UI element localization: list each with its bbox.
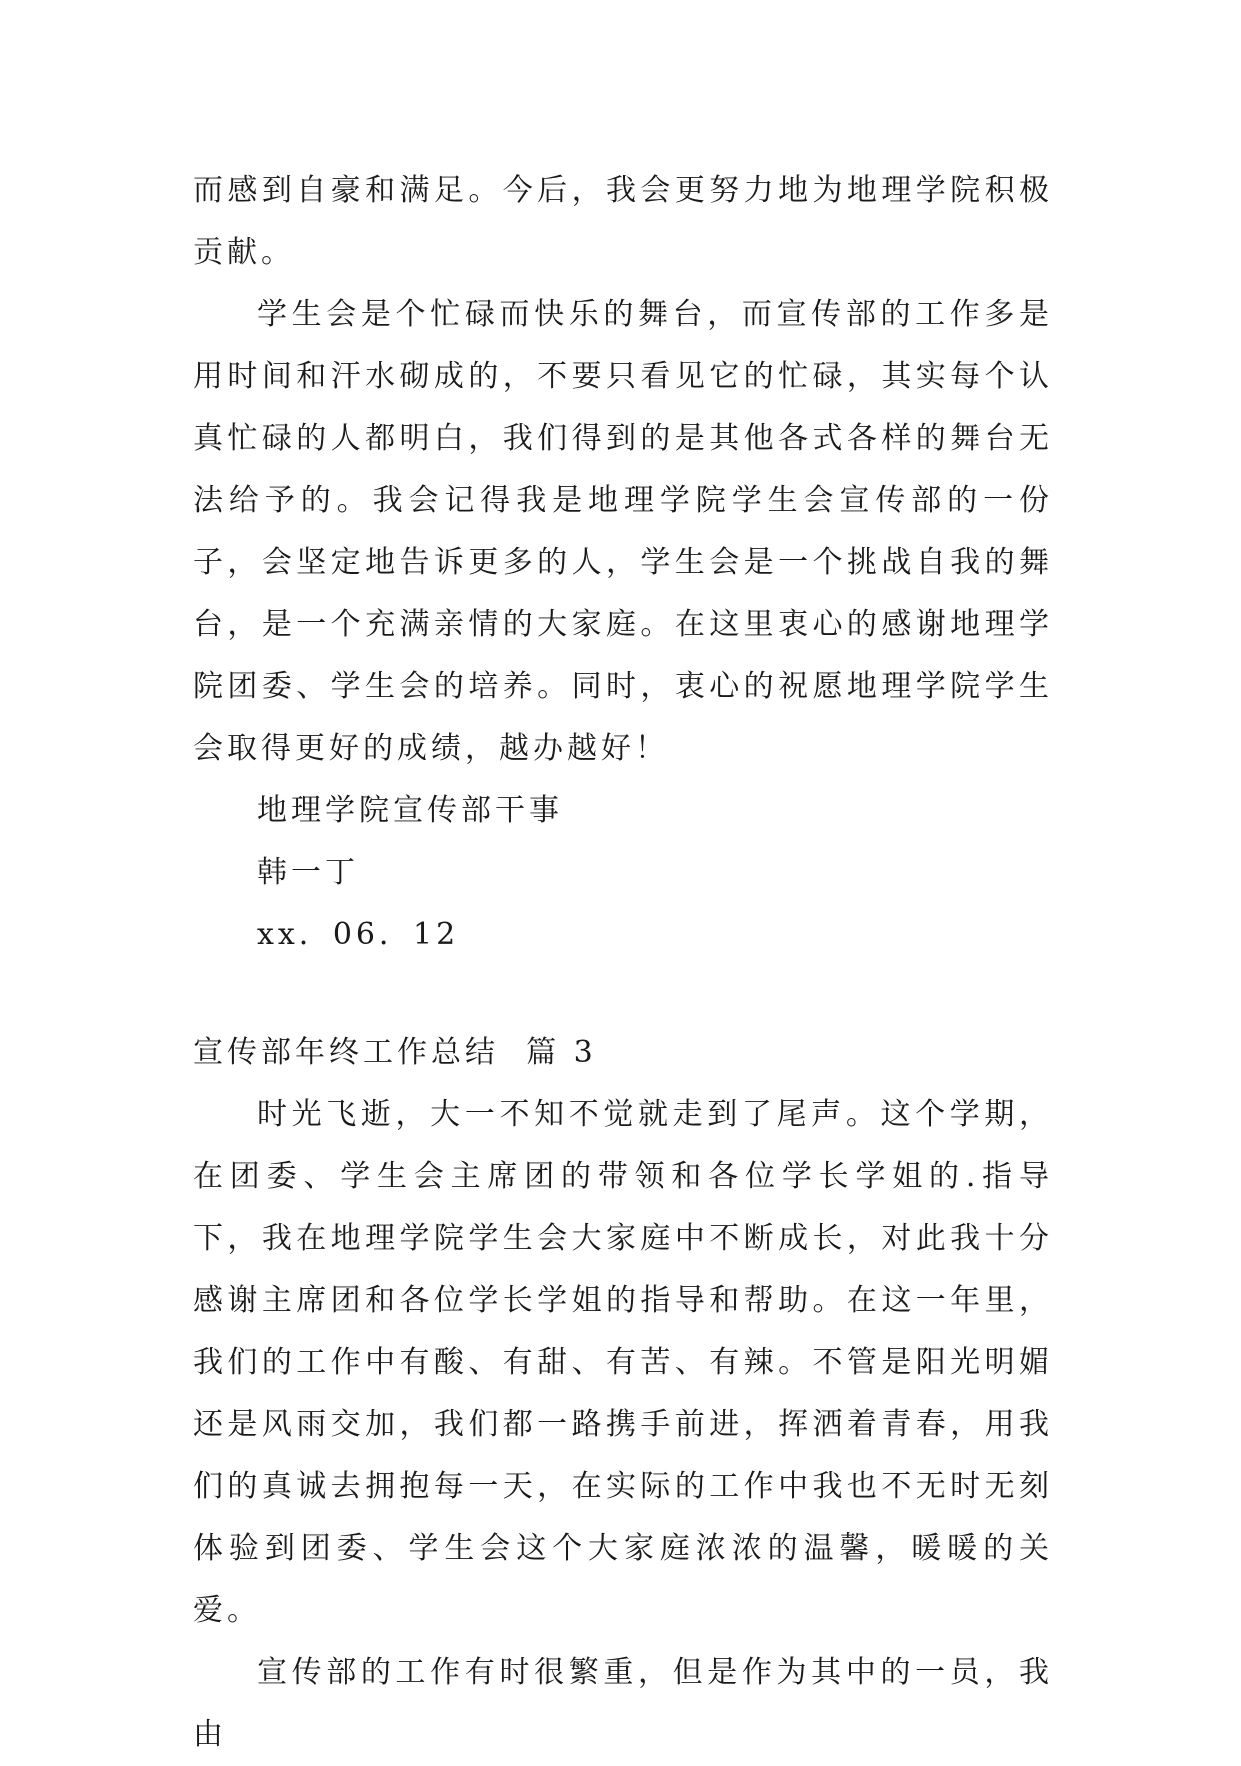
paragraph: 学生会是个忙碌而快乐的舞台，而宣传部的工作多是用时间和汗水砌成的，不要只看见它的忙碌，其实每个认真忙碌的人都明白，我们得到的是其他各式各样的舞台无法给予的。我会记得我是地理学院学生会宣传部的一份子，会坚定地告诉更多的人，学生会是一个挑战自我的舞台，是一个充满亲情的大家庭。在这里衷心的感谢地理学院团委、学生会的培养。同时，衷心的祝愿地理学院学生会取得更好的成绩，越办越好！ <box>193 297 1053 766</box>
continued-paragraph: 而感到自豪和满足。今后，我会更努力地为地理学院积极贡献。 <box>193 173 1053 270</box>
signature-title: 地理学院宣传部干事 <box>257 793 563 828</box>
document-body <box>193 160 1053 1766</box>
signature-name: 韩一丁 <box>257 855 359 890</box>
paragraph: 时光飞逝，大一不知不觉就走到了尾声。这个学期，在团委、学生会主席团的带领和各位学长学姐的.指导下，我在地理学院学生会大家庭中不断成长，对此我十分感谢主席团和各位学长学姐的指导和帮助。在这一年里，我们的工作中有酸、有甜、有苦、有辣。不管是阳光明媚还是风雨交加，我们都一路携手前进，挥洒着青春，用我们的真诚去拥抱每一天，在实际的工作中我也不无时无刻体验到团委、学生会这个大家庭浓浓的温馨，暖暖的关爱。 <box>193 1097 1053 1628</box>
signature-date: xx．06．12 <box>257 917 460 952</box>
paragraph: 宣传部的工作有时很繁重，但是作为其中的一员，我由 <box>193 1655 1053 1752</box>
section-heading: 宣传部年终工作总结 篇 3 <box>193 1035 597 1070</box>
